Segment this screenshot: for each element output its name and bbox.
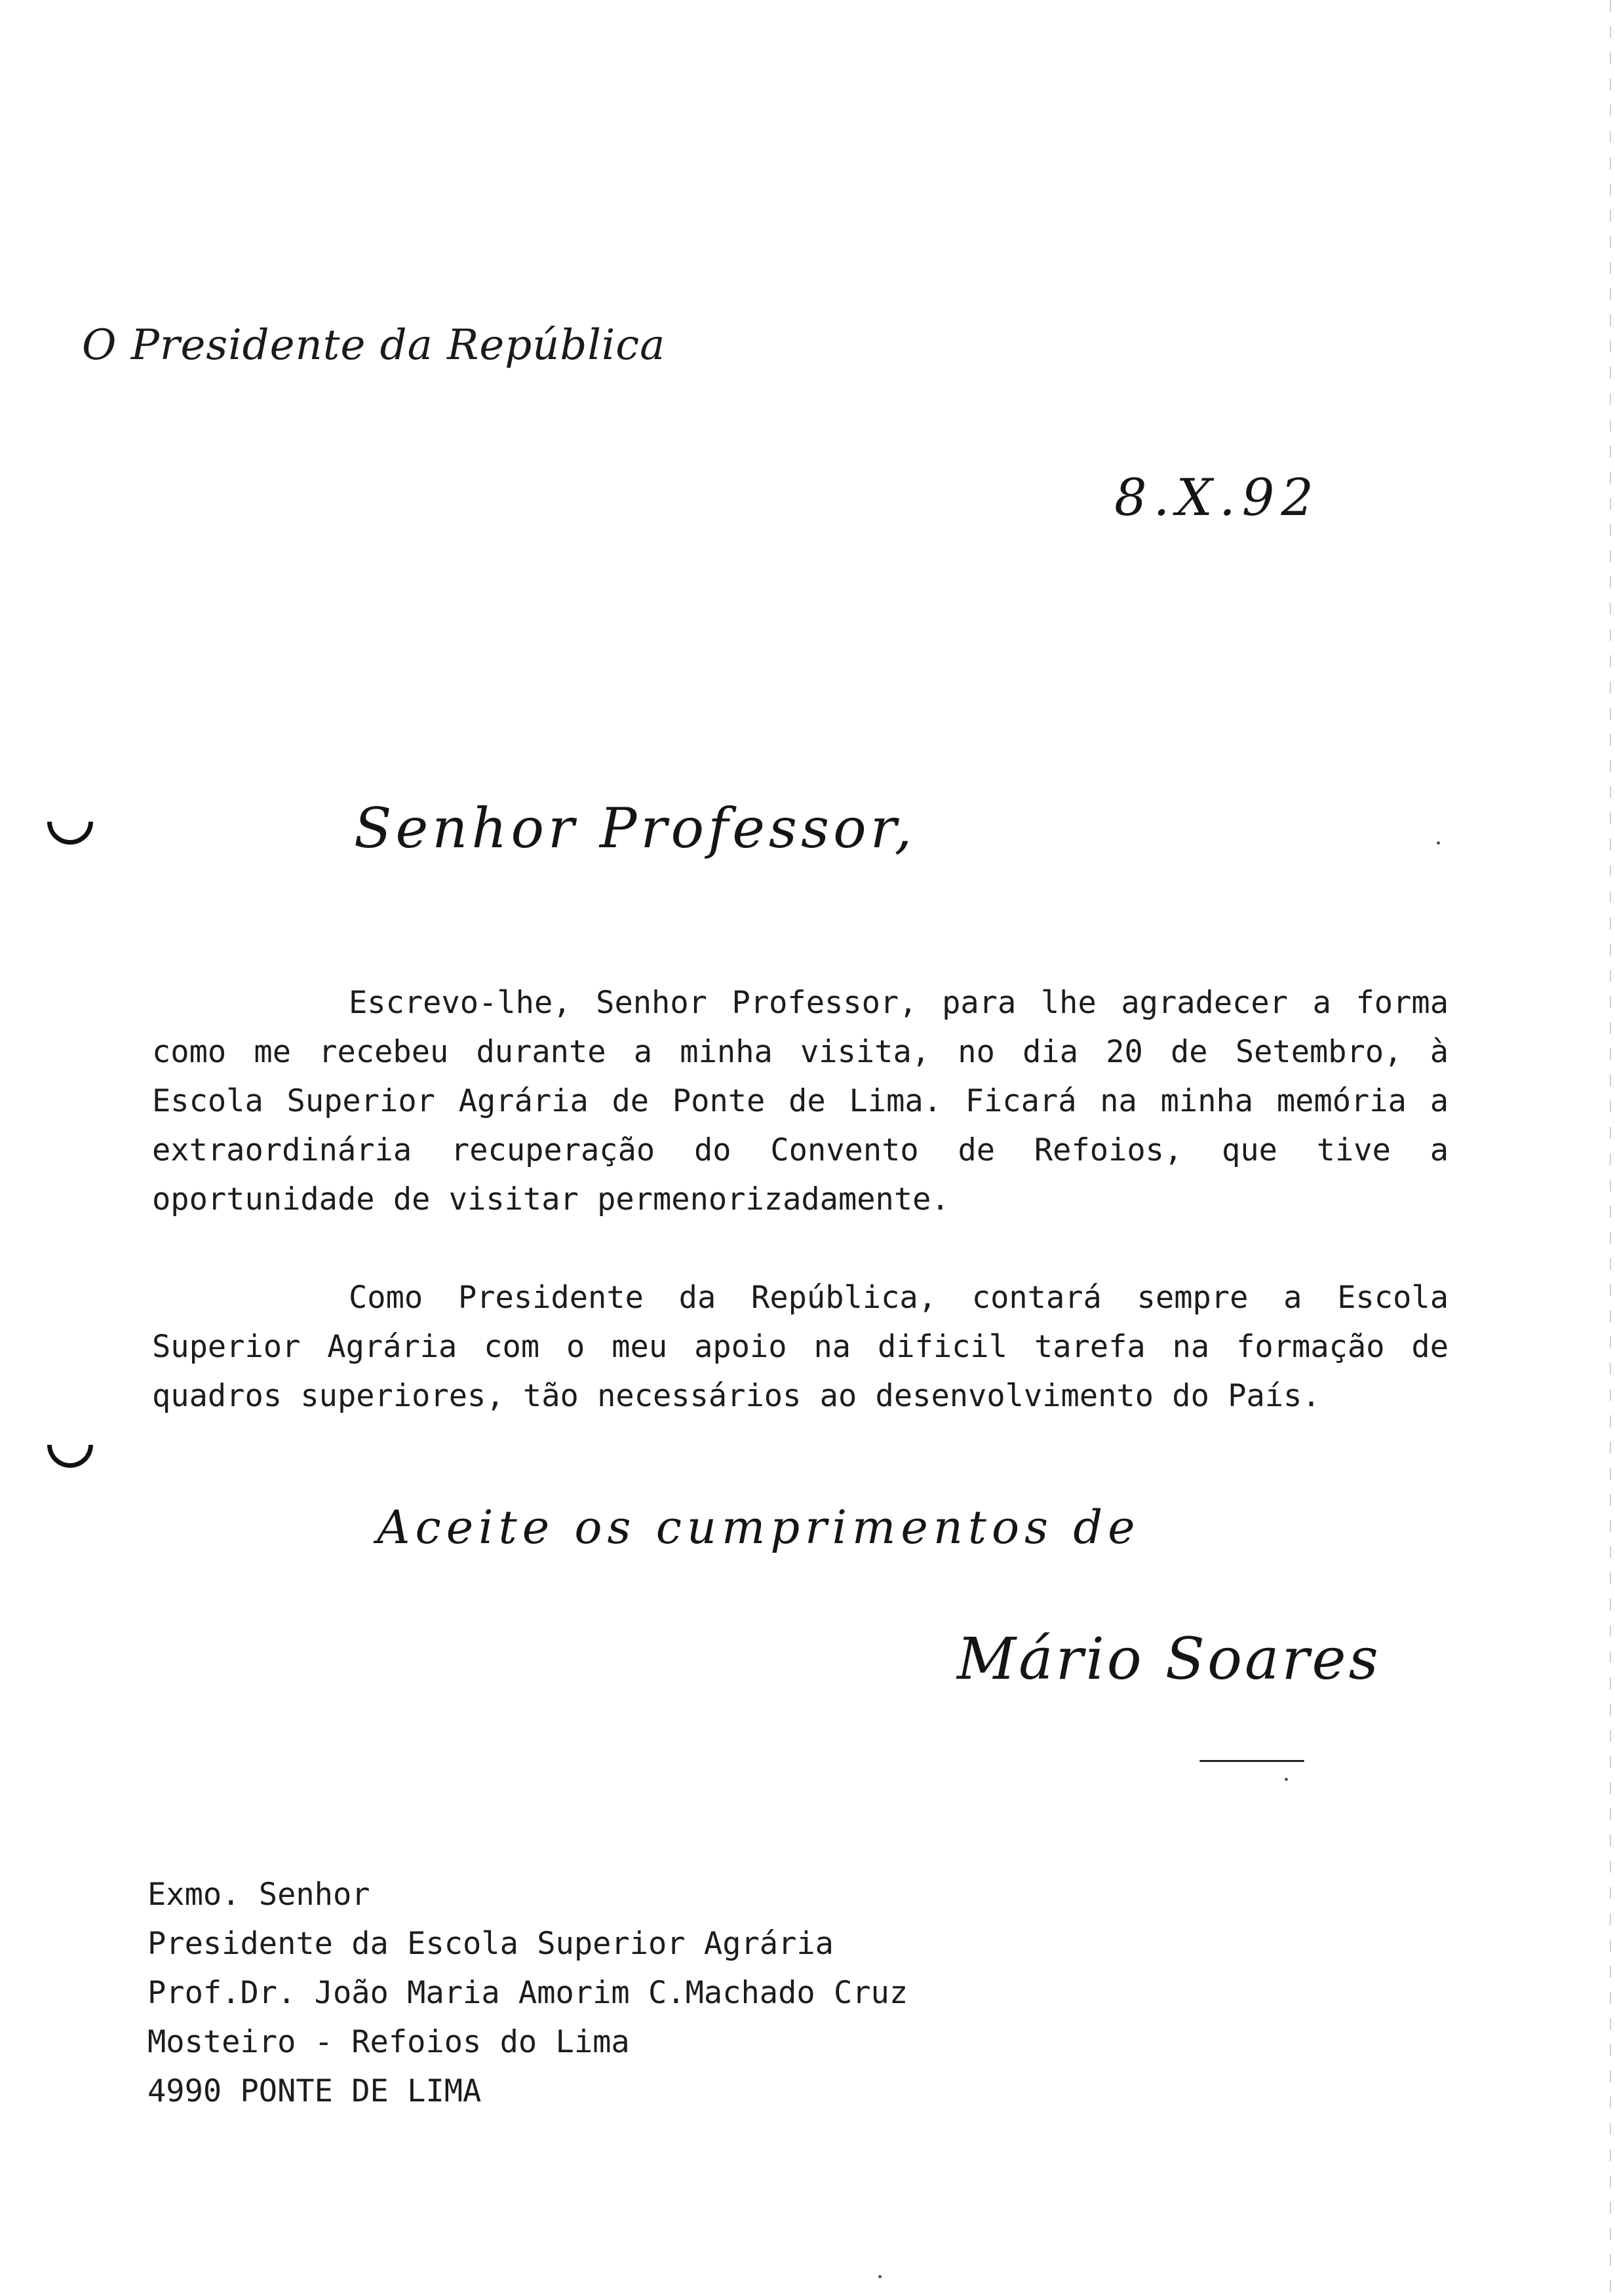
- body-paragraph: Escrevo-lhe, Senhor Professor, para lhe agradecer a forma como me recebeu durante a minha visita, no dia 20 de Setembro, à Escola Superior Agrária de Ponte de Lima. Ficará na minha memória a extraordinária recuperação do Convento de Refoios, que tive a oportunidade de visitar permenorizadamente.: [152, 985, 1449, 1217]
- stray-dot: [1437, 841, 1440, 845]
- address-line: Presidente da Escola Superior Agrária: [147, 1926, 834, 1962]
- handwritten-date: 8.X.92: [1114, 469, 1320, 527]
- page-edge-mark: [1610, 0, 1611, 2296]
- address-line: Prof.Dr. João Maria Amorim C.Machado Cruz: [147, 1975, 908, 2011]
- body-paragraph: Como Presidente da República, contará sempre a Escola Superior Agrária com o meu apoio na dificil tarefa na formação de quadros superiores, tão necessários ao desenvolvimento do País.: [152, 1280, 1449, 1414]
- address-line: Exmo. Senhor: [147, 1877, 370, 1913]
- letter-body: [152, 978, 1449, 1470]
- address-line: Mosteiro - Refoios do Lima: [147, 2024, 630, 2060]
- stray-dot: [1285, 1778, 1288, 1781]
- signature: Mário Soares: [957, 1625, 1381, 1693]
- letterhead: O Presidente da República: [82, 321, 666, 370]
- punch-hole-mark: [47, 822, 93, 845]
- signature-underline: [1199, 1760, 1304, 1762]
- address-line: 4990 PONTE DE LIMA: [147, 2073, 482, 2109]
- recipient-address: [147, 1870, 908, 2116]
- punch-hole-mark: [47, 1445, 93, 1468]
- handwritten-salutation: Senhor Professor,: [354, 796, 916, 860]
- handwritten-closing: Aceite os cumprimentos de: [377, 1501, 1140, 1554]
- stray-dot: [878, 2275, 882, 2278]
